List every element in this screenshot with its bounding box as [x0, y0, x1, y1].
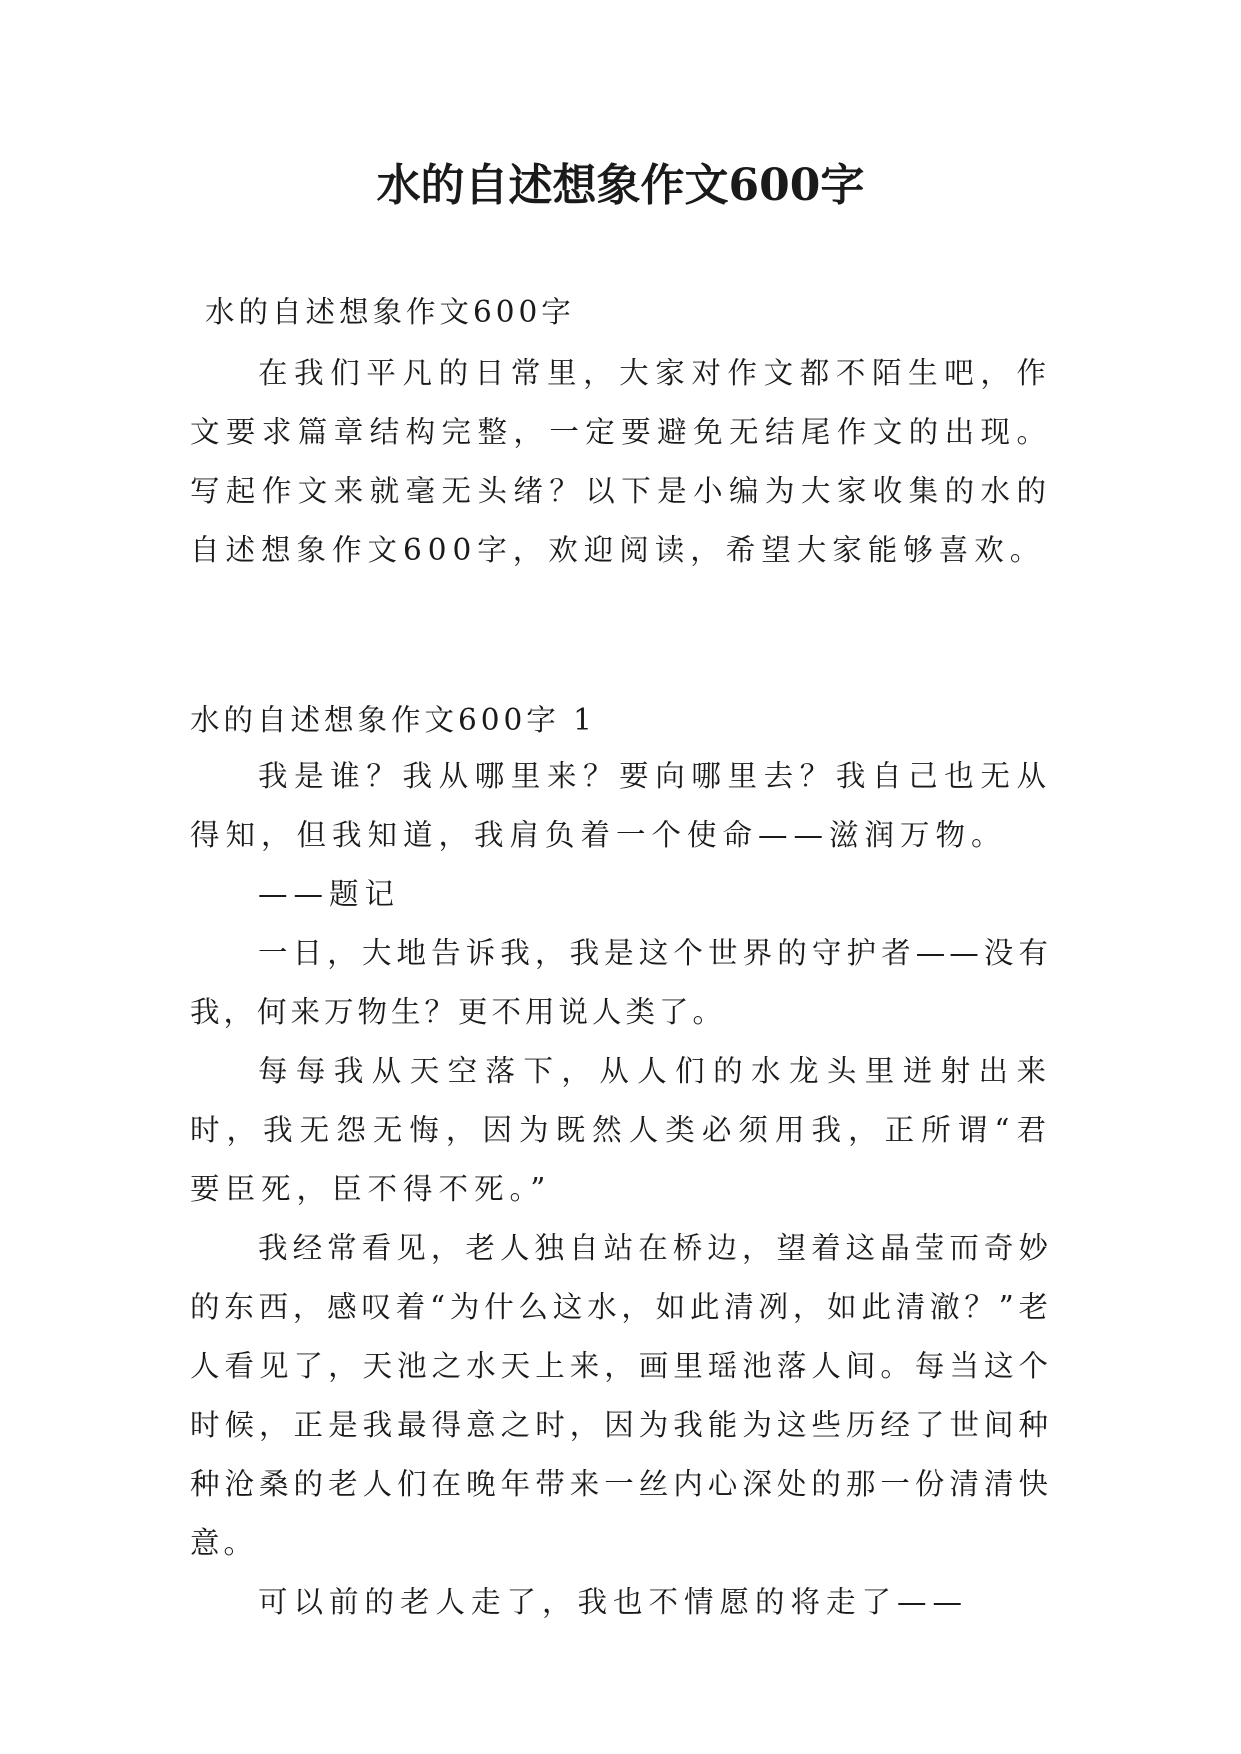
essay-body	[190, 747, 1052, 1632]
epigraph-attribution: ——题记	[258, 877, 401, 911]
intro-block	[190, 344, 1052, 580]
essay-paragraph: 我是谁？我从哪里来？要向哪里去？我自己也无从得知，但我知道，我肩负着一个使命——滋润万物。	[190, 759, 1052, 852]
essay-paragraph: 每每我从天空落下，从人们的水龙头里迸射出来时，我无怨无悔，因为既然人类必须用我，正所谓“君要臣死，臣不得不死。”	[190, 1054, 1052, 1206]
section-heading: 水的自述想象作文600字 1	[190, 703, 596, 737]
intro-paragraph: 在我们平凡的日常里，大家对作文都不陌生吧，作文要求篇章结构完整，一定要避免无结尾作文的出现。写起作文来就毫无头绪？以下是小编为大家收集的水的自述想象作文600字，欢迎阅读，希望大家能够喜欢。	[190, 356, 1052, 567]
essay-paragraph: 一日，大地告诉我，我是这个世界的守护者——没有我，何来万物生？更不用说人类了。	[190, 936, 1052, 1029]
essay-paragraph: 可以前的老人走了，我也不情愿的将走了——	[258, 1585, 969, 1619]
essay-paragraph: 我经常看见，老人独自站在桥边，望着这晶莹而奇妙的东西，感叹着“为什么这水，如此清冽，如此清澈？”老人看见了，天池之水天上来，画里瑶池落人间。每当这个时候，正是我最得意之时，因为我能为这些历经了世间种种沧桑的老人们在晚年带来一丝内心深处的那一份清清快意。	[190, 1231, 1052, 1560]
document-title: 水的自述想象作文600字	[376, 160, 865, 211]
document-subtitle: 水的自述想象作文600字	[205, 295, 575, 329]
